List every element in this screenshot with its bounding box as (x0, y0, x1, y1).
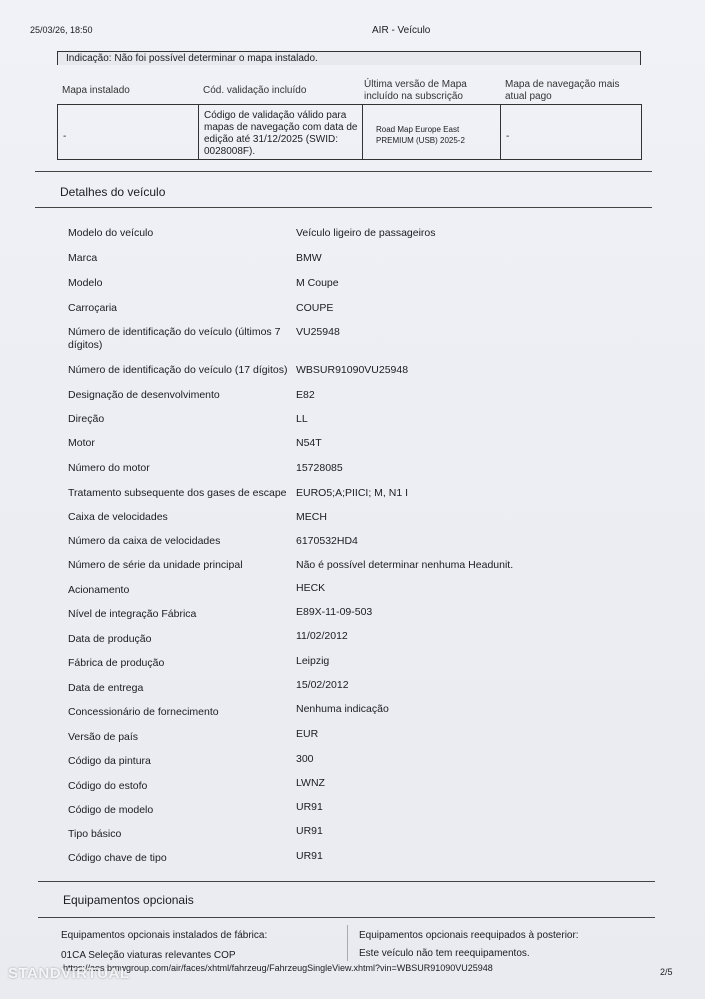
detail-label: Modelo do veículo (68, 227, 154, 239)
map-col-header: Mapa instalado (62, 85, 130, 96)
detail-value: E82 (296, 389, 315, 401)
detail-label: Motor (68, 437, 95, 449)
detail-value: MECH (296, 511, 327, 523)
factory-equipment-item: 01CA Seleção viaturas relevantes COP (61, 950, 236, 961)
detail-label: Designação de desenvolvimento (68, 389, 220, 401)
detail-value: N54T (296, 437, 322, 449)
divider-rule (35, 207, 652, 208)
detail-label: Número de identificação do veículo (últimos 7 dígitos) (68, 326, 281, 351)
detail-label: Data de produção (68, 633, 152, 645)
map-cell-validation: Código de validação válido para mapas de navegação com data de edição até 31/12/2025 (SWID: 0028008F). (199, 105, 363, 159)
detail-label: Número da caixa de velocidades (68, 535, 221, 547)
detail-label: Versão de país (68, 731, 139, 743)
detail-label: Data de entrega (68, 682, 144, 694)
retrofit-equipment-heading: Equipamentos opcionais reequipados à posterior: (359, 930, 579, 941)
detail-value: UR91 (296, 825, 323, 837)
detail-label: Código chave de tipo (68, 852, 167, 864)
map-col-header: Cód. validação incluído (203, 85, 307, 96)
detail-label: Direção (68, 413, 105, 425)
detail-value: BMW (296, 252, 322, 264)
detail-value: 15/02/2012 (296, 679, 349, 691)
detail-label: Modelo (68, 277, 103, 289)
detail-value: COUPE (296, 302, 334, 314)
detail-value: 6170532HD4 (296, 535, 358, 547)
detail-label: Nível de integração Fábrica (68, 608, 197, 620)
detail-label: Acionamento (68, 584, 130, 596)
detail-value: E89X-11-09-503 (296, 606, 373, 618)
detail-value: Veículo ligeiro de passageiros (296, 227, 436, 239)
detail-label: Tipo básico (68, 828, 122, 840)
detail-label: Número do motor (68, 462, 150, 474)
detail-value: M Coupe (296, 277, 339, 289)
detail-value: 300 (296, 753, 314, 765)
map-col-header: Mapa de navegação mais atual pago (505, 79, 620, 102)
vehicle-details-title: Detalhes do veículo (60, 185, 166, 199)
detail-label: Número de identificação do veículo (17 dígitos) (68, 364, 288, 376)
detail-value: UR91 (296, 801, 323, 813)
detail-value: VU25948 (296, 326, 340, 338)
detail-value: Leipzig (296, 655, 330, 667)
detail-label: Código da pintura (68, 755, 151, 767)
detail-value: LWNZ (296, 777, 325, 789)
print-datetime: 25/03/26, 18:50 (30, 25, 93, 35)
detail-label: Carroçaria (68, 302, 118, 314)
detail-value: UR91 (296, 850, 323, 862)
standvirtual-watermark: STANDVIRTUAL (8, 965, 130, 982)
detail-value: 11/02/2012 (296, 630, 348, 642)
detail-label: Tratamento subsequente dos gases de escape (68, 487, 287, 499)
divider-rule (38, 881, 655, 882)
detail-label: Fábrica de produção (68, 657, 165, 669)
detail-value: LL (296, 413, 308, 425)
map-col-header: Última versão de Mapa incluído na subscrição (364, 79, 467, 102)
detail-label: Número de série da unidade principal (68, 559, 243, 571)
detail-value: EUR (296, 728, 319, 740)
detail-value: EURO5;A;PIICI; M, N1 I (296, 487, 409, 499)
detail-value: Nenhuma indicação (296, 703, 389, 715)
print-title: AIR - Veículo (372, 25, 431, 36)
map-cell-paid-map: - (506, 131, 510, 142)
detail-value: 15728085 (296, 462, 343, 474)
map-table (57, 104, 642, 160)
optional-equipment-title: Equipamentos opcionais (63, 893, 194, 907)
divider-rule (35, 171, 652, 172)
detail-label: Marca (68, 252, 98, 264)
map-cell-latest-version: Road Map Europe East PREMIUM (USB) 2025-2 (363, 105, 501, 159)
page-number: 2/5 (660, 967, 673, 977)
footer-url: https://aos.bmwgroup.com/air/faces/xhtml/fahrzeug/FahrzeugSingleView.xhtml?vin=WBSUR91090VU25948 (63, 963, 493, 973)
divider-rule (38, 917, 655, 918)
detail-label: Caixa de velocidades (68, 511, 168, 523)
detail-label: Código do estofo (68, 780, 148, 792)
map-indication-box: Indicação: Não foi possível determinar o mapa instalado. (57, 51, 641, 65)
factory-equipment-heading: Equipamentos opcionais instalados de fábrica: (61, 930, 268, 941)
detail-value: HECK (296, 582, 326, 594)
detail-label: Código de modelo (68, 804, 154, 816)
detail-value: WBSUR91090VU25948 (296, 364, 409, 376)
retrofit-equipment-text: Este veículo não tem reequipamentos. (359, 948, 530, 959)
column-divider (347, 925, 348, 961)
detail-label: Concessionário de fornecimento (68, 706, 219, 718)
detail-value: Não é possível determinar nenhuma Headunit. (296, 559, 514, 571)
map-cell-installed: - (58, 105, 199, 159)
